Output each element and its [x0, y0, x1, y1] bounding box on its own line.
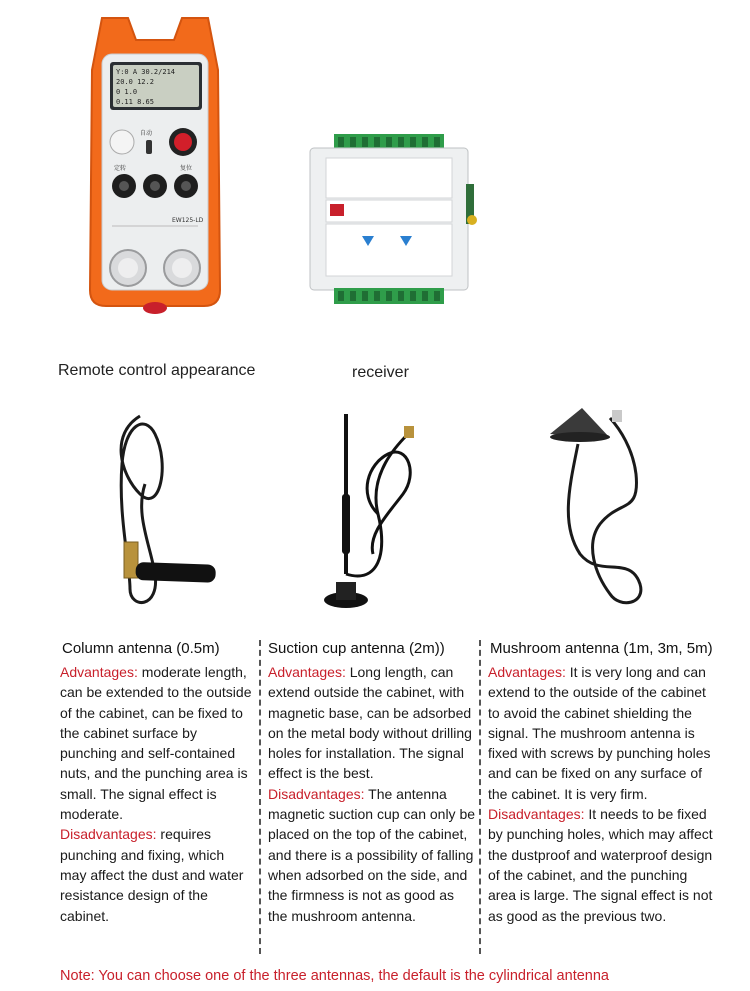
mushroom-antenna-title: Mushroom antenna (1m, 3m, 5m)	[490, 640, 713, 657]
footer-note: Note: You can choose one of the three antennas, the default is the cylindrical antenna	[60, 968, 609, 984]
column-divider-1	[259, 640, 261, 954]
screen-line-1: Y:0 A 30.2/214	[116, 68, 176, 76]
screen-line-4: 0.11 8.65	[116, 98, 154, 106]
mushroom-antenna-description	[488, 662, 714, 926]
receiver-caption: receiver	[352, 364, 409, 381]
mushroom-disadvantages-text: It needs to be fixed by punching holes, which may affect the dustproof and waterproof design of the cabinet, and the punching area is large. The signal effect is not as good as the previous two.	[488, 806, 713, 924]
suction-advantages-label: Advantages:	[268, 664, 346, 680]
column-disadvantages-text: requires punching and fixing, which may affect the dust and water resistance design of the cabinet.	[60, 826, 244, 924]
screen-line-3: 0 1.0	[116, 88, 138, 96]
suction-disadvantages-text: The antenna magnetic suction cup can only be placed on the top of the cabinet, and there is a possibility of falling when adsorbed on the side, and the firmness is not as good as the mushroom antenna.	[268, 785, 476, 924]
receiver-image	[296, 128, 486, 318]
remote-label-left: 定转	[114, 165, 127, 172]
mushroom-advantages-text: It is very long and can extend to the outside of the cabinet to avoid the cabinet shielding the signal. The mushroom antenna is fixed with screws by punching holes and can be fixed on any surface of the cabinet. It is very firm.	[488, 664, 711, 802]
remote-control-image	[80, 10, 230, 320]
mushroom-advantages-label: Advantages:	[488, 664, 566, 680]
remote-label-right: 复位	[180, 165, 193, 172]
suction-disadvantages-label: Disadvantages:	[268, 785, 365, 802]
column-antenna-title: Column antenna (0.5m)	[62, 640, 220, 657]
column-disadvantages-label: Disadvantages:	[60, 826, 157, 843]
column-advantages-text: moderate length, can be extended to the outside of the cabinet, can be fixed to the cabinet surface by punching and self-contained nuts, and the punching area is small. The signal effect is moderate.	[60, 664, 252, 823]
column-antenna-description	[60, 662, 252, 926]
screen-line-2: 20.0 12.2	[116, 78, 154, 86]
column-divider-2	[479, 640, 481, 954]
suction-cup-antenna-title: Suction cup antenna (2m))	[268, 640, 445, 657]
remote-model: EW125-LD	[172, 217, 204, 224]
suction-cup-antenna-description	[268, 662, 476, 926]
column-advantages-label: Advantages:	[60, 664, 138, 680]
mushroom-disadvantages-label: Disadvantages:	[488, 806, 585, 823]
suction-cup-antenna-image	[318, 404, 428, 616]
mushroom-antenna-image	[540, 404, 670, 614]
remote-caption: Remote control appearance	[58, 362, 256, 379]
suction-advantages-text: Long length, can extend outside the cabinet, with magnetic base, can be adsorbed on the metal body without drilling holes for installation. The signal effect is the best.	[268, 664, 472, 782]
column-antenna-image	[100, 404, 230, 614]
remote-label-top: 自动	[140, 130, 153, 137]
